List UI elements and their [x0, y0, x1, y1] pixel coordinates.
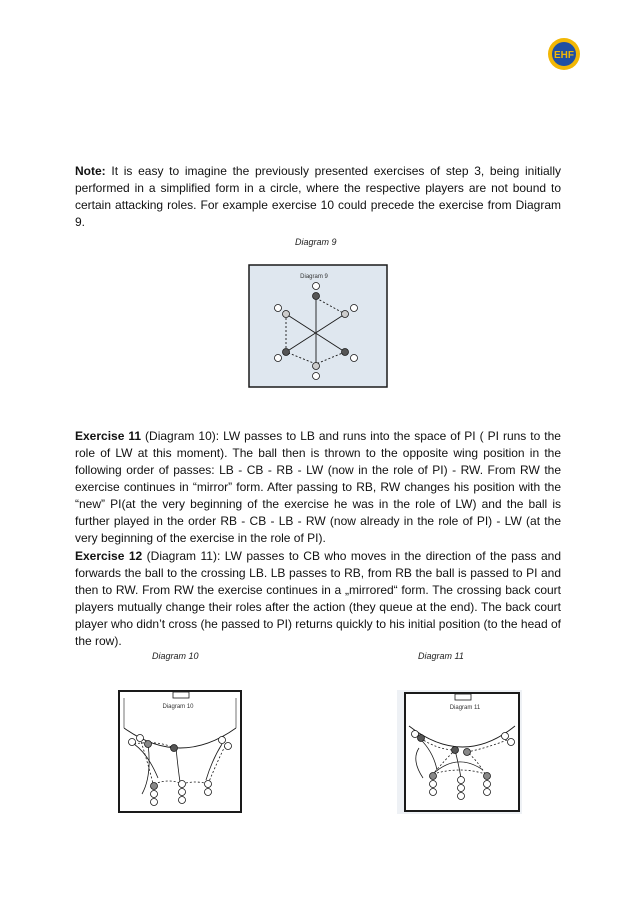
diagram-9-caption: Diagram 9 — [295, 237, 337, 247]
diagram-10 — [118, 690, 242, 813]
goal — [455, 694, 471, 700]
diagram-9-inner-title: Diagram 9 — [300, 274, 328, 280]
goal — [173, 692, 189, 698]
logo-text: EHF — [554, 50, 574, 61]
diagram-11-inner-title: Diagram 11 — [449, 705, 481, 711]
exercise-12-label: Exercise 12 — [75, 549, 143, 563]
diagram-9 — [248, 264, 388, 388]
exercise-12-paragraph — [75, 548, 561, 650]
exercise-11-label: Exercise 11 — [75, 429, 142, 443]
exercise-12-text: (Diagram 11): LW passes to CB who moves in the direction of the pass and forwards the ball to the crossing LB. LB passes to RB, from RB the ball is passed to PI and then to RW. From RW the exercise continues in a „mirrored“ form. The crossing back court players mutually change their roles after the action (they queue at the end). The back court player who didn’t cross (he passed to PI) returns quickly to his initial position (to the head of the row). — [75, 549, 561, 648]
exercise-11-paragraph — [75, 428, 561, 547]
diagram-10-inner-title: Diagram 10 — [162, 704, 194, 710]
note-label: Note: — [75, 164, 106, 178]
note-paragraph — [75, 163, 561, 231]
diagram-10-caption: Diagram 10 — [152, 651, 199, 661]
exercise-11-text: (Diagram 10): LW passes to LB and runs into the space of PI ( PI runs to the role of LW at this moment). The ball then is thrown to the opposite wing position in the following order of passes: LB - CB - RB - LW (now in the role of PI) - RW. From RW the exercise continues in “mirror” form. After passing to RB, RW changes his position with the “new” PI(at the very beginning of the exercise he was in the role of LW) and the ball is further played in the order RB - CB - LB - RW (now already in the role of PI) - LW (at the very beginning of the exercise in the role of PI). — [75, 429, 561, 545]
note-text: It is easy to imagine the previously presented exercises of step 3, being initially performed in a simplified form in a circle, where the respective players are not bound to certain attacking roles. For example exercise 10 could precede the exercise from Diagram 9. — [75, 164, 561, 229]
ehf-logo — [547, 37, 581, 71]
diagram-11-caption: Diagram 11 — [418, 651, 464, 661]
diagram-11 — [397, 690, 522, 814]
